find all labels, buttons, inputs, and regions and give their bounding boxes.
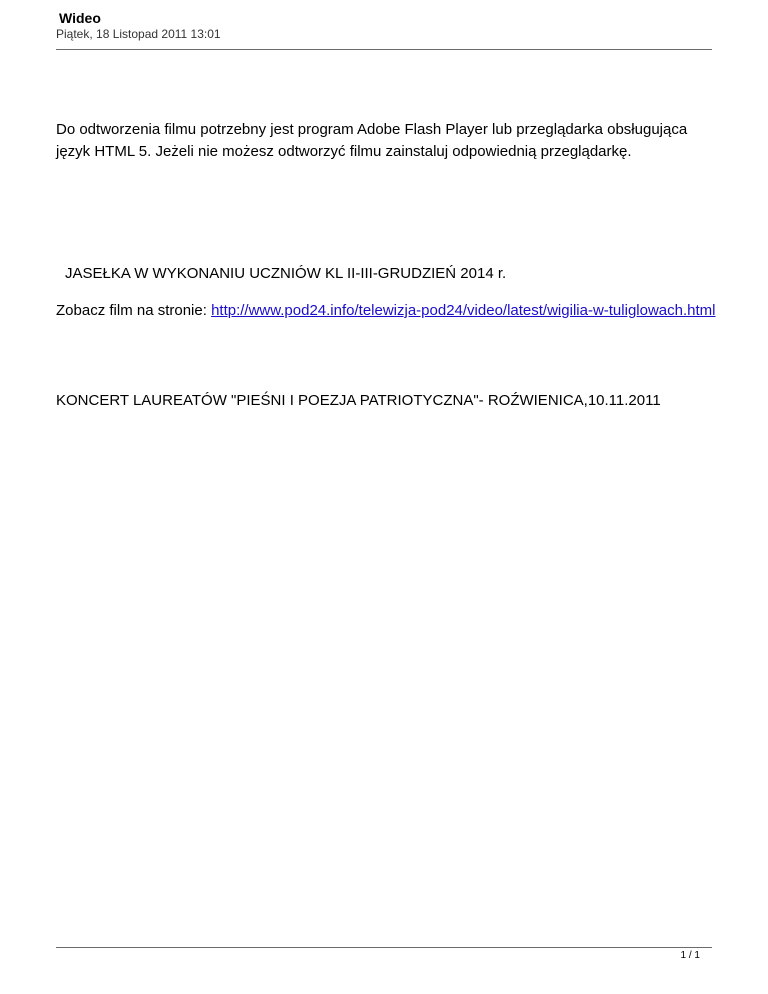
film-paragraph xyxy=(56,300,715,322)
page-header xyxy=(56,10,712,42)
footer-divider xyxy=(56,947,712,948)
film-prefix-text: Zobacz film na stronie: xyxy=(56,302,212,319)
koncert-heading: KONCERT LAUREATÓW "PIEŚNI I POEZJA PATRIOTYCZNA"- ROŹWIENICA,10.11.2011 xyxy=(56,392,661,409)
page-number: 1 / 1 xyxy=(680,950,700,961)
header-divider xyxy=(56,49,712,50)
intro-paragraph: Do odtworzenia filmu potrzebny jest program Adobe Flash Player lub przeglądarka obsługująca język HTML 5. Jeżeli nie możesz odtworzyć filmu zainstaluj odpowiednią przeglądarkę. xyxy=(56,121,688,160)
article-body xyxy=(56,119,718,409)
page-title: Wideo xyxy=(59,10,101,26)
publish-date: Piątek, 18 Listopad 2011 13:01 xyxy=(56,27,221,41)
film-link[interactable]: http://www.pod24.info/telewizja-pod24/video/latest/wigilia-w-tuliglowach.html xyxy=(211,302,716,319)
jaselka-heading: JASEŁKA W WYKONANIU UCZNIÓW KL II-III-GRUDZIEŃ 2014 r. xyxy=(65,265,507,282)
